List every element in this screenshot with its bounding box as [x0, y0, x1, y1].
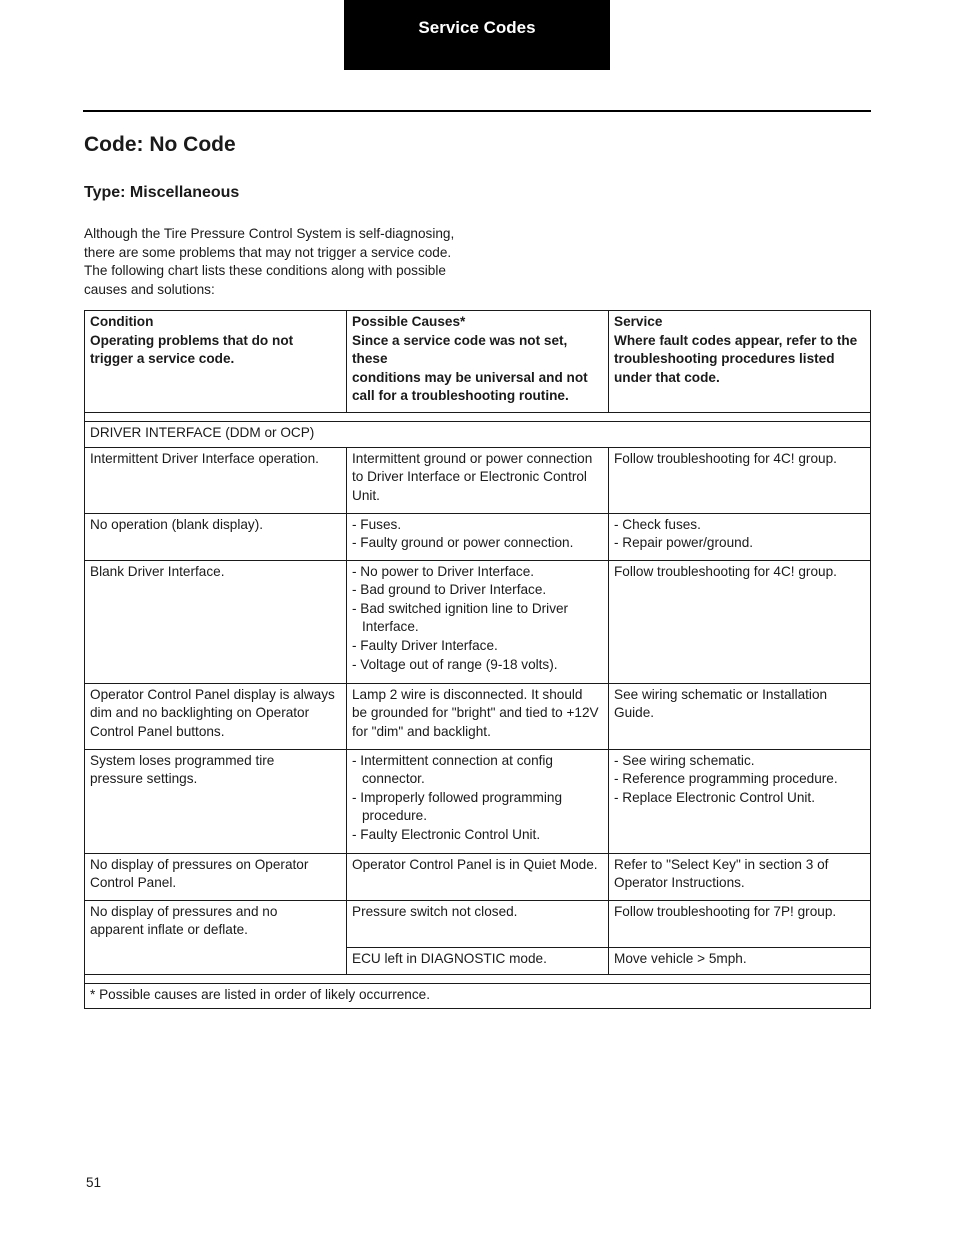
cell-line: - See wiring schematic.	[614, 752, 755, 768]
header-sub: troubleshooting procedures listed	[614, 351, 835, 367]
cell-line: pressure settings.	[90, 771, 198, 787]
cell-line: Unit.	[352, 487, 380, 503]
header-service	[609, 311, 871, 413]
header-title: Possible Causes*	[352, 314, 466, 329]
cell-line: Control Panel.	[90, 875, 177, 891]
condition-cell	[85, 513, 347, 560]
condition-cell	[85, 683, 347, 749]
causes-cell	[347, 900, 609, 947]
cell-line: Blank Driver Interface.	[90, 563, 225, 579]
header-title: Condition	[90, 314, 154, 329]
table-spacer	[85, 412, 871, 421]
table-row	[85, 900, 871, 947]
causes-cell	[347, 853, 609, 900]
causes-cell	[347, 513, 609, 560]
cell-line: - Repair power/ground.	[614, 535, 754, 551]
table-section-row	[85, 421, 871, 447]
header-sub: under that code.	[614, 369, 720, 385]
cell-line: be grounded for "bright" and tied to +12V	[352, 705, 599, 721]
table-header-row	[85, 311, 871, 413]
cell-line: Operator Control Panel display is always	[90, 686, 335, 702]
page-subtitle: Type: Miscellaneous	[84, 184, 240, 201]
table-row	[85, 683, 871, 749]
causes-cell	[347, 560, 609, 683]
table-row	[85, 447, 871, 513]
cell-line: - Intermittent connection at config connector.	[352, 752, 553, 787]
service-cell	[609, 447, 871, 513]
causes-cell	[347, 447, 609, 513]
cell-line: No operation (blank display).	[90, 516, 264, 532]
header-sub: Operating problems that do not	[90, 332, 294, 348]
table-spacer	[85, 974, 871, 983]
cell-line: ECU left in DIAGNOSTIC mode.	[352, 950, 547, 966]
service-cell	[609, 513, 871, 560]
service-cell	[609, 683, 871, 749]
causes-cell	[347, 683, 609, 749]
condition-cell	[85, 749, 347, 853]
cell-line: - Reference programming procedure.	[614, 771, 838, 787]
cell-line: Refer to "Select Key" in section 3 of	[614, 856, 829, 872]
table-row	[85, 749, 871, 853]
cell-line: for "dim" and backlight.	[352, 723, 491, 739]
service-cell	[609, 947, 871, 974]
cell-line: No display of pressures on Operator	[90, 856, 309, 872]
cell-line: - Voltage out of range (9-18 volts).	[352, 656, 558, 672]
intro-line: Although the Tire Pressure Control System is self-diagnosing,	[84, 226, 455, 241]
cell-line: Move vehicle > 5mph.	[614, 950, 747, 966]
table-row	[85, 513, 871, 560]
footnote: * Possible causes are listed in order of likely occurrence.	[85, 983, 871, 1009]
header-sub: conditions may be universal and not	[352, 369, 588, 385]
condition-cell	[85, 853, 347, 900]
cell-line: Control Panel buttons.	[90, 723, 225, 739]
cell-line: - Faulty Driver Interface.	[352, 637, 498, 653]
service-cell	[609, 900, 871, 947]
service-cell	[609, 749, 871, 853]
service-cell	[609, 853, 871, 900]
cell-line: - Fuses.	[352, 516, 402, 532]
header-tab-label: Service Codes	[418, 18, 536, 37]
cell-line: Follow troubleshooting for 7P! group.	[614, 903, 837, 919]
intro-line: there are some problems that may not trigger a service code.	[84, 244, 452, 260]
cell-line: dim and no backlighting on Operator	[90, 705, 310, 721]
cell-line: Operator Instructions.	[614, 875, 745, 891]
header-sub: trigger a service code.	[90, 351, 235, 367]
section-label: DRIVER INTERFACE (DDM or OCP)	[85, 421, 871, 447]
causes-cell	[347, 947, 609, 974]
cell-line: - Bad switched ignition line to Driver Interface.	[352, 600, 569, 635]
cell-line: Operator Control Panel is in Quiet Mode.	[352, 856, 598, 872]
intro-paragraph	[84, 225, 469, 299]
header-condition	[85, 311, 347, 413]
table-footnote-row	[85, 983, 871, 1009]
cell-line: - Improperly followed programming procedure.	[352, 789, 563, 824]
cell-line: - Check fuses.	[614, 516, 701, 532]
cell-line: Pressure switch not closed.	[352, 903, 518, 919]
header-sub: Where fault codes appear, refer to the	[614, 332, 858, 348]
cell-line: - Faulty Electronic Control Unit.	[352, 826, 541, 842]
cell-line: to Driver Interface or Electronic Control	[352, 469, 587, 485]
cell-line: Follow troubleshooting for 4C! group.	[614, 563, 837, 579]
condition-cell	[85, 447, 347, 513]
cell-line: See wiring schematic or Installation	[614, 686, 828, 702]
header-sub: call for a troubleshooting routine.	[352, 388, 569, 404]
header-tab	[344, 0, 610, 70]
cell-line: System loses programmed tire	[90, 752, 275, 768]
cell-line: - Bad ground to Driver Interface.	[352, 582, 547, 598]
cell-line: Intermittent ground or power connection	[352, 450, 593, 466]
causes-cell	[347, 749, 609, 853]
intro-line: The following chart lists these conditions along with possible	[84, 263, 446, 279]
table-row	[85, 853, 871, 900]
cell-line: apparent inflate or deflate.	[90, 922, 248, 938]
service-codes-table	[84, 310, 871, 1009]
table-row	[85, 560, 871, 683]
cell-line: Guide.	[614, 705, 655, 721]
cell-line: - No power to Driver Interface.	[352, 563, 535, 579]
header-causes	[347, 311, 609, 413]
condition-cell	[85, 560, 347, 683]
cell-line: No display of pressures and no	[90, 903, 278, 919]
service-cell	[609, 560, 871, 683]
header-rule	[83, 110, 871, 112]
header-sub: Since a service code was not set, these	[352, 332, 568, 367]
condition-cell	[85, 900, 347, 974]
intro-line: causes and solutions:	[84, 281, 215, 297]
cell-line: Lamp 2 wire is disconnected. It should	[352, 686, 583, 702]
page-title: Code: No Code	[84, 133, 236, 156]
cell-line: Intermittent Driver Interface operation.	[90, 450, 319, 466]
cell-line: - Faulty ground or power connection.	[352, 535, 574, 551]
header-title: Service	[614, 314, 663, 329]
page-number: 51	[86, 1175, 102, 1190]
cell-line: Follow troubleshooting for 4C! group.	[614, 450, 837, 466]
cell-line: - Replace Electronic Control Unit.	[614, 789, 815, 805]
